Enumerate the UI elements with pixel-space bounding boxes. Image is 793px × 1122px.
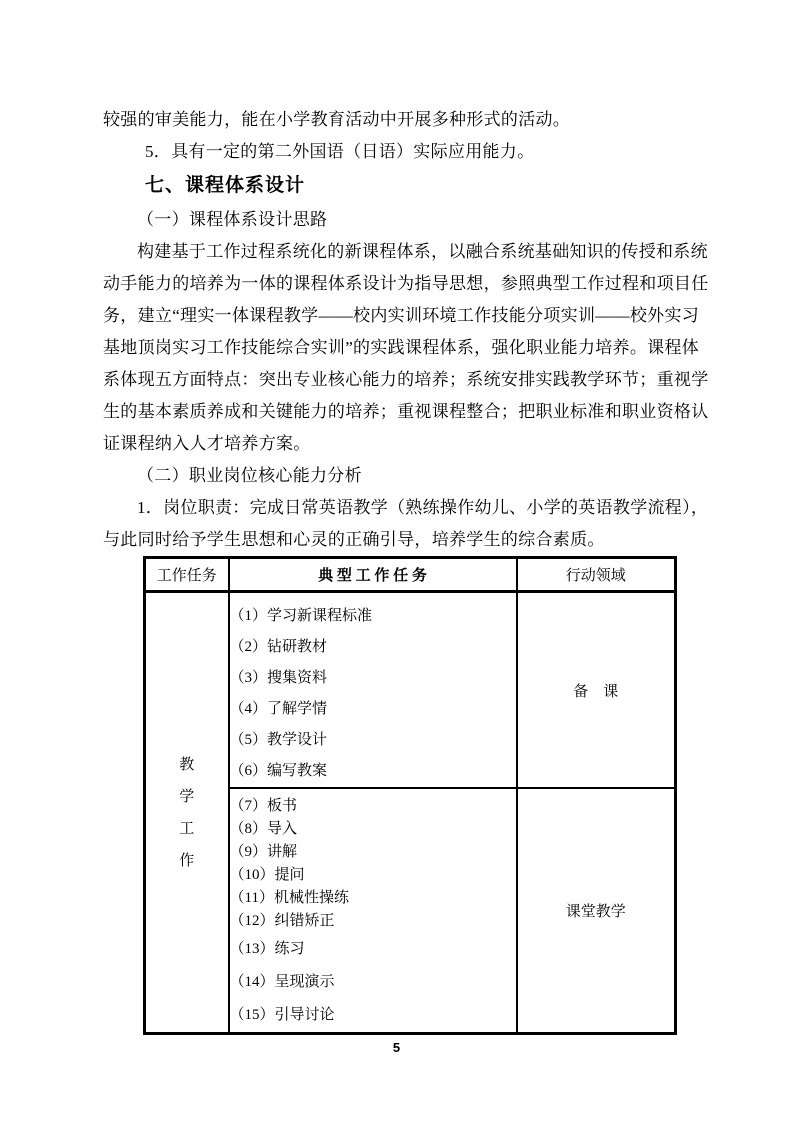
task-item: （13）练习 [229,941,305,957]
task-item: （6）编写教案 [229,763,328,779]
task-item: （10）提问 [229,867,305,883]
task-item: （9）讲解 [229,844,298,860]
section-heading: 七、课程体系设计 [145,175,306,196]
task-analysis-table [143,556,677,1035]
header-typical-work-task: 典 型 工 作 任 务 [229,558,517,592]
task-item: （5）教学设计 [229,732,328,748]
duty-line-1: 1．岗位职责：完成日常英语教学（熟练操作幼儿、小学的英语教学流程）， [137,498,709,517]
table-row [145,592,676,789]
document-content [103,104,709,1035]
task-item: （12）纠错矫正 [229,913,335,929]
paragraph-line: 生的基本素质养成和关键能力的培养；重视课程整合；把职业标准和职业资格认 [103,402,709,421]
domain-classroom-teaching: 课堂教学 [517,788,676,1034]
row-label-char: 学 [179,788,195,805]
task-item: （1）学习新课程标准 [229,608,373,624]
page-number: 5 [392,1040,401,1055]
table-header-row [145,558,676,592]
paragraph-line: 系体现五方面特点：突出专业核心能力的培养；系统安排实践教学环节；重视学 [103,370,709,389]
header-action-domain: 行动领域 [517,558,676,592]
paragraph-line: 基地顶岗实习工作技能综合实训”的实践课程体系，强化职业能力培养。课程体 [103,338,700,357]
task-item: （15）引导讨论 [229,1007,335,1023]
task-item: （4）了解学情 [229,701,328,717]
subsection-2-title: （二）职业岗位核心能力分析 [137,466,362,485]
duty-line-2: 与此同时给予学生思想和心灵的正确引导，培养学生的综合素质。 [103,530,605,549]
task-item: （2）钻研教材 [229,639,328,655]
paragraph-line: 证课程纳入人才培养方案。 [103,434,311,453]
row-label-teaching-work [145,592,229,1034]
list-item-5: 5．具有一定的第二外国语（日语）实际应用能力。 [145,142,535,161]
header-work-task: 工作任务 [145,558,229,592]
tasks-group-1 [229,592,517,789]
row-label-char: 教 [179,756,195,773]
task-item: （3）搜集资料 [229,670,328,686]
paragraph-line: 动手能力的培养为一体的课程体系设计为指导思想，参照典型工作过程和项目任 [103,274,709,293]
task-item: （7）板书 [229,798,298,814]
tasks-group-2 [229,788,517,1034]
domain-lesson-preparation: 备 课 [517,592,676,789]
row-label-char: 作 [179,852,195,869]
task-item: （8）导入 [229,821,298,837]
paragraph-continuation-line: 较强的审美能力，能在小学教育活动中开展多种形式的活动。 [103,110,571,129]
task-item: （14）呈现演示 [229,974,335,990]
paragraph-line: 务，建立“理实一体课程教学——校内实训环境工作技能分项实训——校外实习 [103,306,700,325]
task-item: （11）机械性操练 [229,890,349,906]
row-label-char: 工 [179,820,195,837]
subsection-1-title: （一）课程体系设计思路 [137,210,328,229]
paragraph-line: 构建基于工作过程系统化的新课程体系，以融合系统基础知识的传授和系统 [137,242,708,261]
